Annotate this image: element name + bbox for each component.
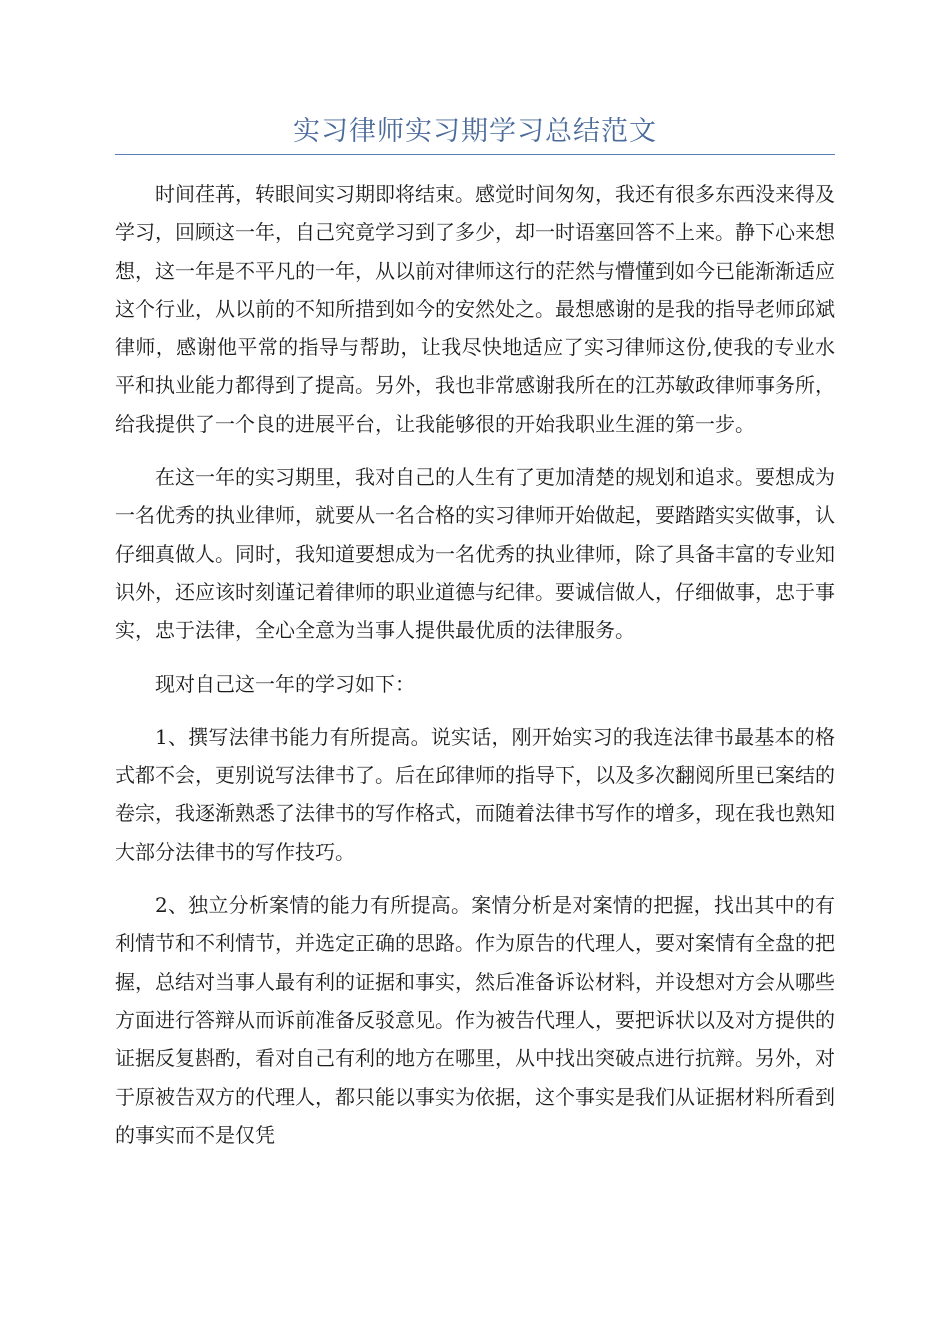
- paragraph-summary-heading: 现对自己这一年的学习如下：: [155, 671, 415, 696]
- paragraph-item-2: 2、独立分析案情的能力有所提高。案情分析是对案情的把握，找出其中的有利情节和不利情节，并选定正确的思路。作为原告的代理人，要对案情有全盘的把握，总结对当事人最有利的证据和事实，然后准备诉讼材料，并设想对方会从哪些方面进行答辩从而诉前准备反驳意见。作为被告代理人，要把诉状以及对方提供的证据反复斟酌，看对自己有利的地方在哪里，从中找出突破点进行抗辩。另外，对于原被告双方的代理人，都只能以事实为依据，这个事实是我们从证据材料所看到的事实而不是仅凭: [115, 893, 835, 1147]
- paragraph-plan: 在这一年的实习期里，我对自己的人生有了更加清楚的规划和追求。要想成为一名优秀的执业律师，就要从一名合格的实习律师开始做起，要踏踏实实做事，认仔细真做人。同时，我知道要想成为一名优秀的执业律师，除了具备丰富的专业知识外，还应该时刻谨记着律师的职业道德与纪律。要诚信做人，仔细做事，忠于事实，忠于法律，全心全意为当事人提供最优质的法律服务。: [115, 465, 835, 643]
- title-underline: [115, 154, 835, 155]
- document-title: 实习律师实习期学习总结范文: [293, 116, 657, 147]
- paragraph-item-1: 1、撰写法律书能力有所提高。说实话，刚开始实习的我连法律书最基本的格式都不会，更别说写法律书了。后在邱律师的指导下，以及多次翻阅所里已案结的卷宗，我逐渐熟悉了法律书的写作格式，而随着法律书写作的增多，现在我也熟知大部分法律书的写作技巧。: [115, 724, 835, 864]
- document-body: [115, 175, 835, 1169]
- paragraph-intro: 时间荏苒，转眼间实习期即将结束。感觉时间匆匆，我还有很多东西没来得及学习，回顾这一年，自己究竟学习到了多少，却一时语塞回答不上来。静下心来想想，这一年是不平凡的一年，从以前对律师这行的茫然与懵懂到如今已能渐渐适应这个行业，从以前的不知所措到如今的安然处之。最想感谢的是我的指导老师邱斌律师，感谢他平常的指导与帮助，让我尽快地适应了实习律师这份,使我的专业水平和执业能力都得到了提高。另外，我也非常感谢我所在的江苏敏政律师事务所，给我提供了一个良的进展平台，让我能够很的开始我职业生涯的第一步。: [115, 182, 835, 436]
